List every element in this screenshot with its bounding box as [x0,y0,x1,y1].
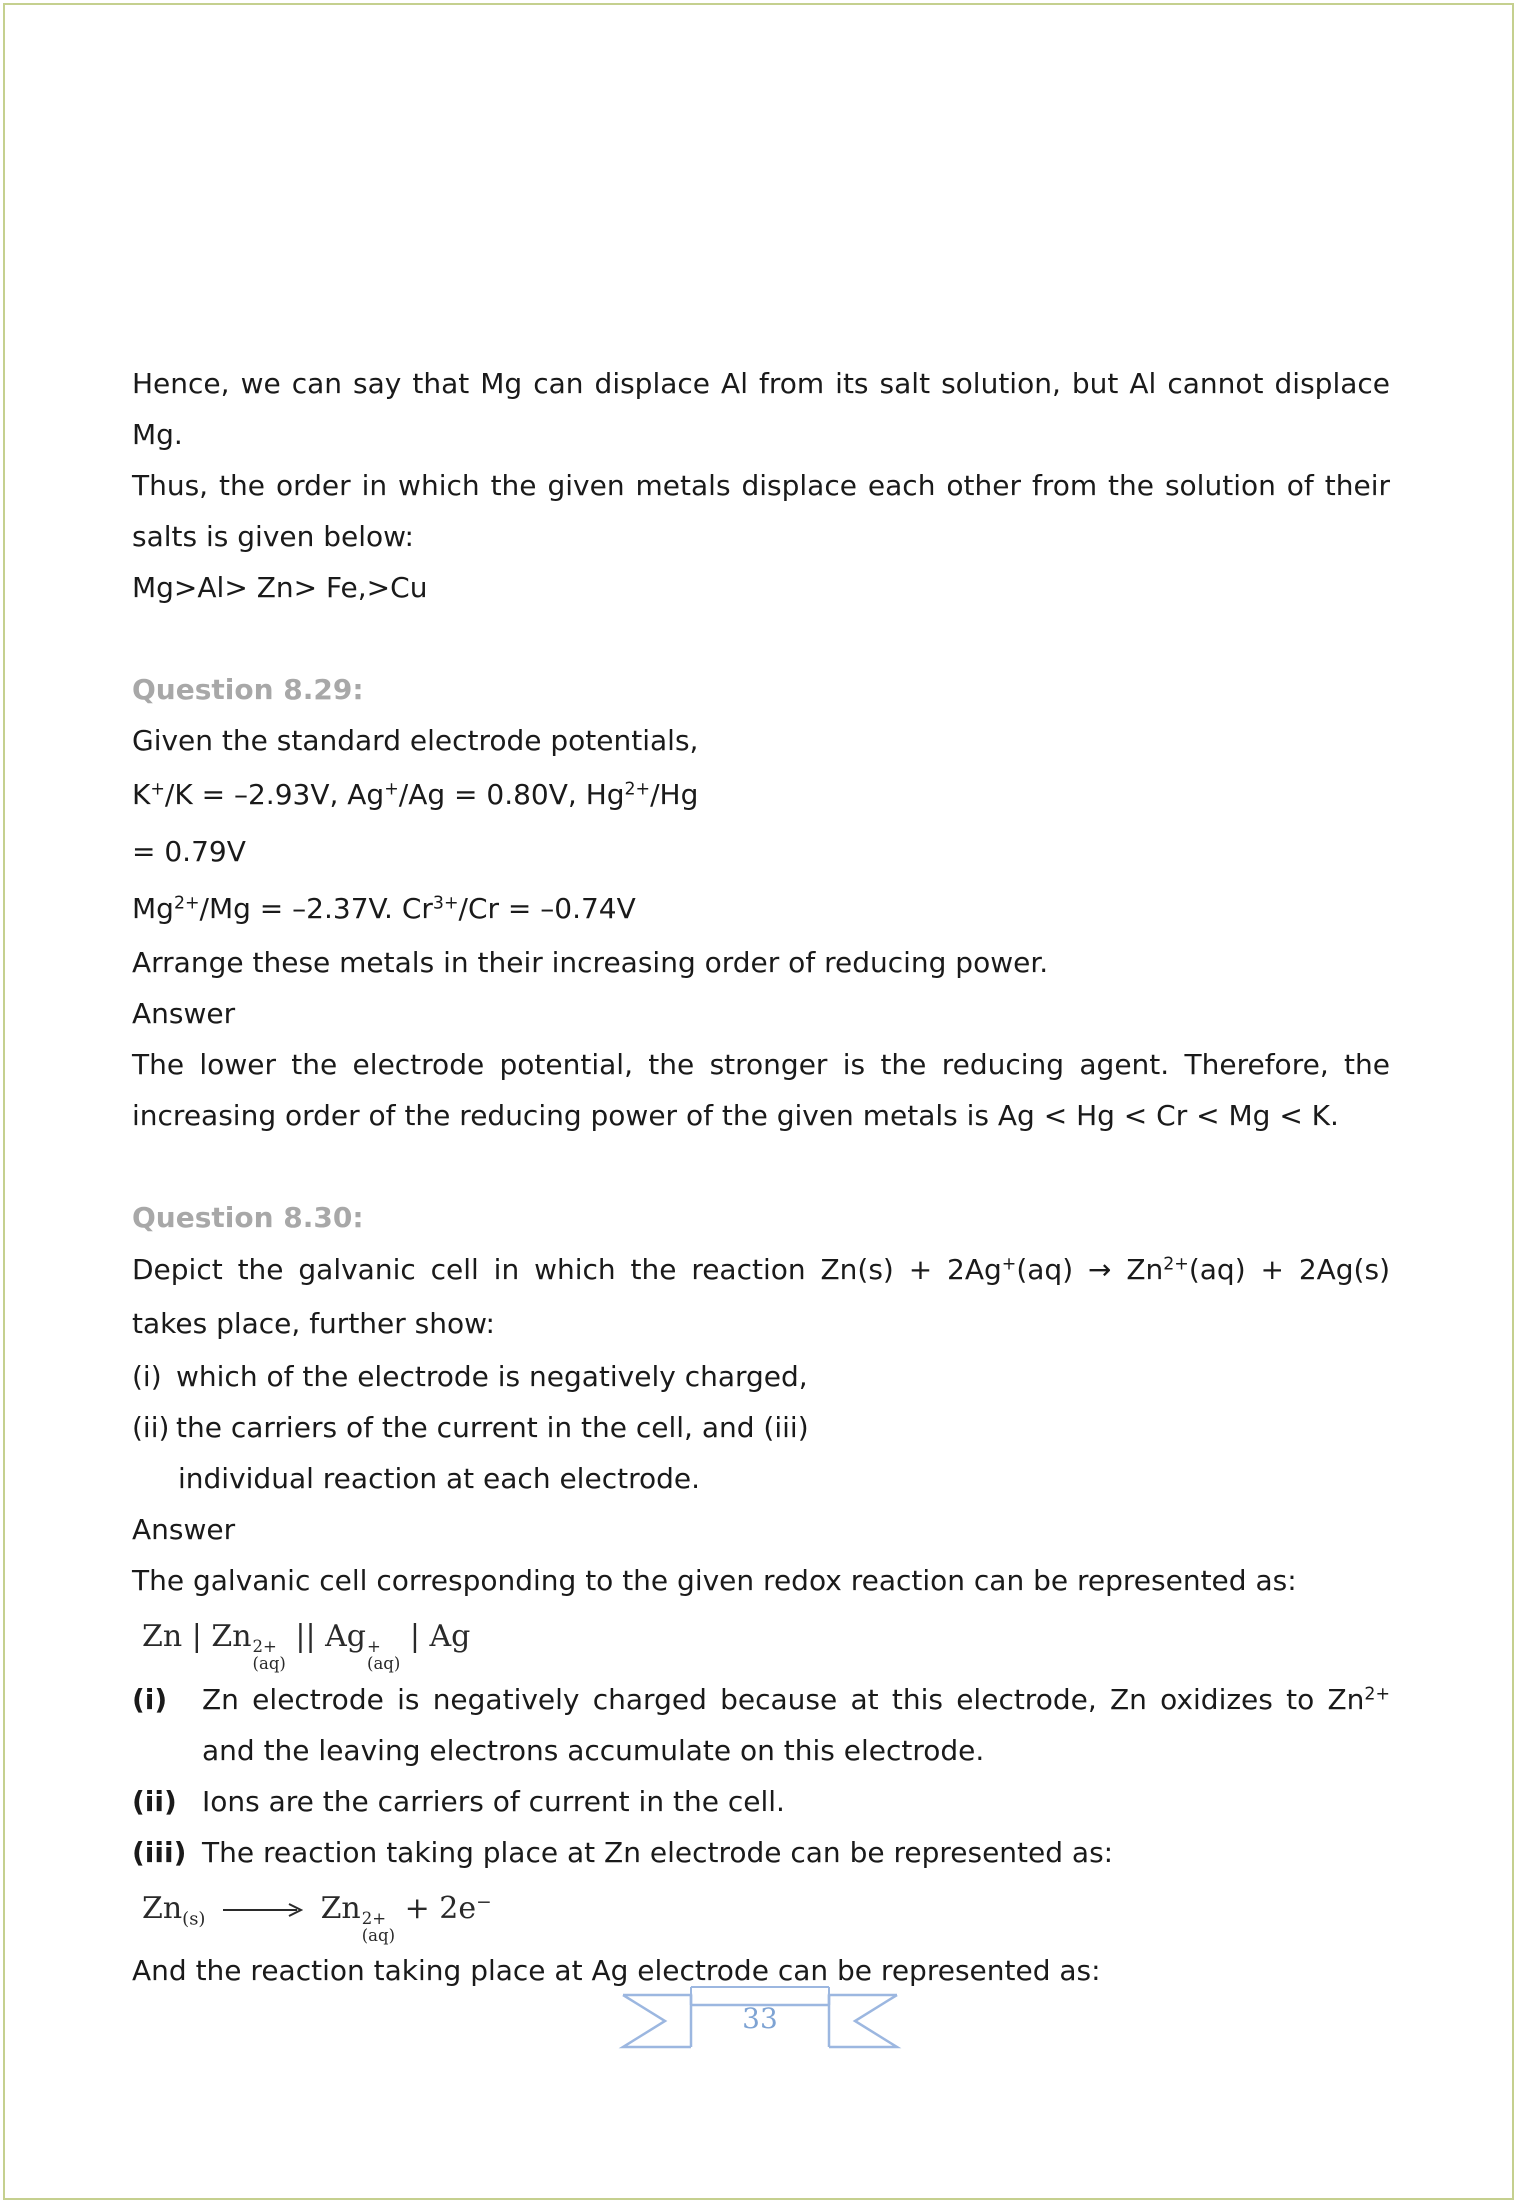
paragraph-metal-order: Mg>Al> Zn> Fe,>Cu [132,571,428,604]
page-content [132,358,1390,1996]
paragraph-order-intro: Thus, the order in which the given metals displace each other from the solution of their salts is given below: [132,469,1390,553]
page-number: 33 [742,2002,778,2035]
potentials-line-1: K+/K = –2.93V, Ag+/Ag = 0.80V, $Hg^{2+}/Hg$ [132,778,699,811]
answer-label: Answer [132,1513,236,1546]
potentials-line-2: = 0.79V [132,835,246,868]
question-8-30-item-iii: individual reaction at each electrode. [178,1462,700,1495]
question-8-30-item-ii: (ii) the carriers of the current in the cell, and (iii) [132,1411,809,1444]
cell-notation: Zn | Zn 2+ (aq) || Ag + (aq) | Ag [142,1619,471,1674]
page-number-banner [615,1985,905,2065]
answer-label: Answer [132,997,236,1030]
zn-electrode-reaction: $Zn_{(s)}$ Zn 2+ (aq) + 2e− [142,1891,492,1946]
answer-list-item-iii: (iii) The reaction taking place at Zn electrode can be represented as: [132,1836,1114,1870]
question-8-29-intro: Given the standard electrode potentials, [132,724,699,757]
question-8-30-answer-intro: The galvanic cell corresponding to the given redox reaction can be represented as: [132,1564,1297,1597]
question-8-29-task: Arrange these metals in their increasing order of reducing power. [132,946,1049,979]
answer-list-item-i: (i) Zn electrode is negatively charged because at this electrode, Zn oxidizes to $Zn^{2+}$ and the leaving electrons accumulate on this electrode. [132,1683,1390,1768]
paragraph-mg-displaces-al: Hence, we can say that Mg can displace Al from its salt solution, but Al cannot displace Mg. [132,367,1390,451]
potentials-line-3: $Mg^{2+}/Mg = -2.37V$. $Cr^{3+}/Cr = -0.74V$ [132,892,636,925]
ag-electrode-intro: And the reaction taking place at Ag electrode can be represented as: [132,1953,1101,1987]
question-8-30-title: Question 8.30: [132,1201,364,1234]
answer-list-item-ii: (ii) Ions are the carriers of current in the cell. [132,1785,785,1819]
question-8-29-answer: The lower the electrode potential, the stronger is the reducing agent. Therefore, the increasing order of the reducing power of the given metals is Ag < Hg < Cr < Mg < K. [132,1048,1390,1132]
reaction-arrow-icon [223,1903,303,1917]
question-8-30-item-i: (i) which of the electrode is negatively charged, [132,1360,808,1393]
question-8-29-title: Question 8.29: [132,673,364,706]
question-8-30-text: Depict the galvanic cell in which the reaction $Zn(s) + 2Ag^+(aq) \to Zn^{2+}(aq) + 2Ag(s)$ takes place, further show: [132,1253,1390,1340]
